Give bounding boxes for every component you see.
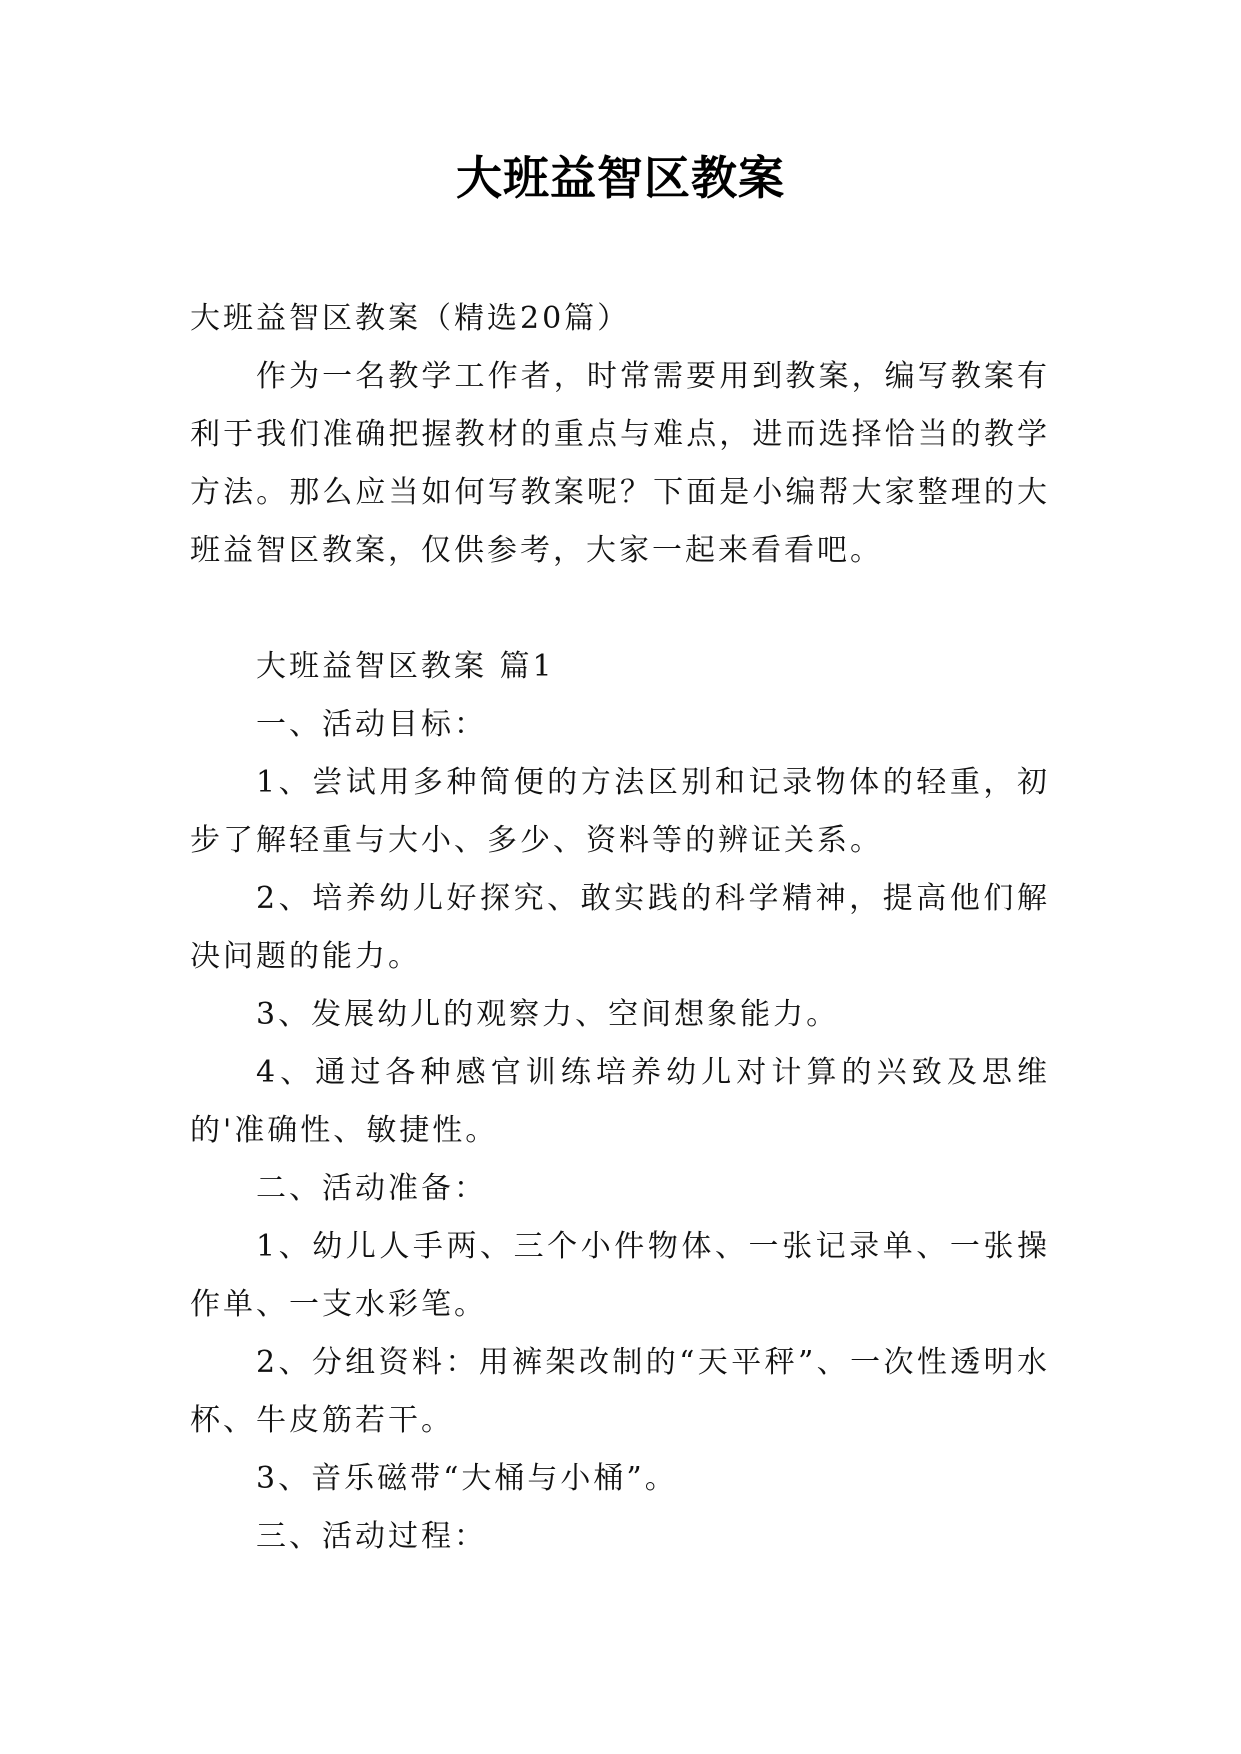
prep-heading: 二、活动准备： — [256, 1171, 487, 1206]
goal-item-3: 3、发展幼儿的观察力、空间想象能力。 — [256, 997, 840, 1032]
document-subtitle: 大班益智区教案（精选20篇） — [190, 301, 631, 336]
process-heading: 三、活动过程： — [256, 1519, 487, 1554]
page-title: 大班益智区教案 — [456, 151, 785, 205]
goal-item-4: 4、通过各种感官训练培养幼儿对计算的兴致及思维的'准确性、敏捷性。 — [190, 1055, 1050, 1148]
goals-heading: 一、活动目标： — [256, 707, 487, 742]
goal-item-1: 1、尝试用多种简便的方法区别和记录物体的轻重，初步了解轻重与大小、多少、资料等的辨证关系。 — [190, 765, 1050, 858]
intro-paragraph: 作为一名教学工作者，时常需要用到教案，编写教案有利于我们准确把握教材的重点与难点，进而选择恰当的教学方法。那么应当如何写教案呢？下面是小编帮大家整理的大班益智区教案，仅供参考，大家一起来看看吧。 — [190, 359, 1050, 568]
document-body — [190, 290, 1050, 1566]
prep-item-1: 1、幼儿人手两、三个小件物体、一张记录单、一张操作单、一支水彩笔。 — [190, 1229, 1050, 1322]
section-heading: 大班益智区教案 篇1 — [256, 649, 555, 684]
prep-item-2: 2、分组资料：用裤架改制的“天平秤”、一次性透明水杯、牛皮筋若干。 — [190, 1345, 1050, 1438]
goal-item-2: 2、培养幼儿好探究、敢实践的科学精神，提高他们解决问题的能力。 — [190, 881, 1050, 974]
prep-item-3: 3、音乐磁带“大桶与小桶”。 — [256, 1461, 678, 1496]
